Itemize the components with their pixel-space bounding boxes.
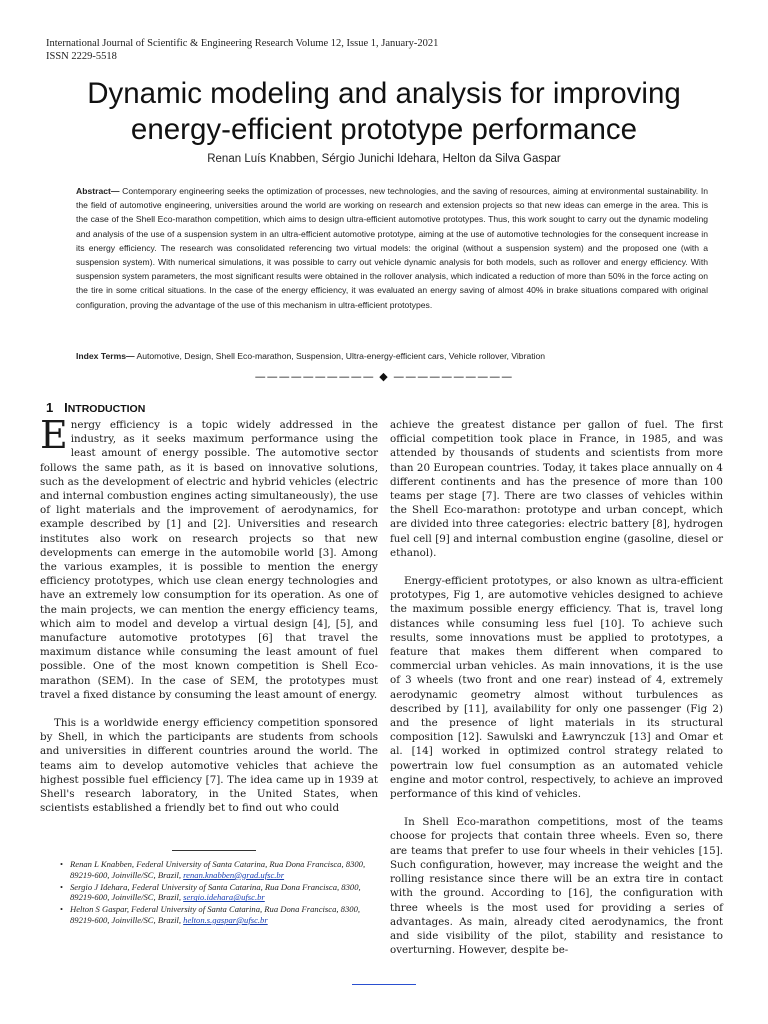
bullet-icon: • [60,859,64,869]
footnote-rule [172,850,256,851]
footnote-item [60,859,378,881]
section-divider: —————————— ◆ —————————— [254,370,514,383]
title-line-1: Dynamic modeling and analysis for improving [87,77,681,110]
title-line-2: energy-efficient prototype performance [130,113,638,146]
abstract-label: Abstract— [76,186,120,196]
footnote-item [60,882,378,904]
page-footer-rule [352,984,416,985]
abstract [76,184,708,312]
footnote-text: Helton S Gaspar, Federal University of Santa Catarina, Rua Dona Francisca, 8300, 89219-600, Joinville/SC, Brazil, [70,904,361,925]
section-number: 1 [46,400,54,415]
paragraph: achieve the greatest distance per gallon of fuel. The first official competition took place in France, in 1985, and was attended by thousands of students and scientists from more than 20 European countries. Today, it takes place annually on 4 different continents and has the presence of more than 100 teams per stage [7]. There are two classes of vehicles within the Shell Eco-marathon: prototype and urban concept, which are divided into three categories: electric battery [8], hydrogen fuel cell [9] and internal combustion engine (gasoline, diesel or ethanol). [390,419,723,559]
author-list: Renan Luís Knabben, Sérgio Junichi Idehara, Helton da Silva Gaspar [207,153,561,165]
index-terms-label: Index Terms— [76,351,135,361]
footnotes [60,859,378,927]
abstract-text: Contemporary engineering seeks the optimization of processes, new technologies, and the saving of resources, aiming at environmental sustainability. In the field of automotive engineering, universities around the world are working on research and extension projects so that new ideas can emerge in the area. This is the case of the Shell Eco-marathon competition, which aims to design ultra-efficient automotive prototypes. Thus, this work sought to carry out the dynamic modeling and analysis of the use of a suspension system in an ultra-efficient automotive prototype, aiming at the use of automotive technologies for the consequent increase in its energy efficiency. The research was consolidated referencing two virtual models: the original (without a suspension system) and the proposed one (with a suspension system). With numerical simulations, it was possible to carry out vehicle dynamic analysis for both models, such as rollover and energy efficiency. With suspension system parameters, the most significant results were obtained in the rollover analysis, which indicated a reduction of more than 50% in the force acting on the tire in some critical situations. In the case of the energy efficiency, it was evaluated an energy saving of almost 40% in brake situations compared with original configuration, proving the advantage of the use of this mechanism in ultra-efficient prototypes. [76,186,708,310]
right-column [390,418,723,957]
email-link[interactable]: renan.knabben@grad.ufsc.br [183,869,285,880]
section-title-rest: NTRODUCTION [67,403,146,415]
paragraph [40,413,378,702]
paper-title [40,76,728,148]
paragraph-text: nergy efficiency is a topic widely addressed in the industry, as it seeks maximum performance using the least amount of energy possible. The automotive sector follows the same path, as it is based on innovative solutions, such as the development of electric and hybrid vehicles (electric and internal combustion engines acting simultaneously), the use of light materials and the improvement of aerodynamics, for example described by [1] and [2]. Universities and research institutes also work on research projects so that new developments can emerge in the automobile world [3]. Among the various examples, it is possible to mention the energy efficiency prototypes, which use clean energy technologies and have an extremely low consumption for its operation. As one of the main projects, we can mention the energy efficiency teams, which aim to model and develop a virtual design [4], [5], and manufacture automotive prototypes [6] that travel the maximum distance while consuming the least amount of fuel possible. One of the most known competition is Shell Eco-marathon (SEM). In the case of SEM, the prototypes must travel a fixed distance by consuming the least amount of energy. [40,419,378,701]
paragraph: In Shell Eco-marathon competitions, most of the teams choose for projects that contain three wheels. Even so, there are teams that prefer to use four wheels in their vehicles [15]. Such configuration, however, may increase the weight and the rolling resistance since there will be an extra tire in contact with the ground. According to [16], the configuration with three wheels is the most used for providing a series of advantages. As main, already cited aerodynamics, the front and side visibility of the pilot, stability and resistance to overturning. However, despite be- [390,816,723,957]
paragraph: Energy-efficient prototypes, or also known as ultra-efficient prototypes, Fig 1, are automotive vehicles designed to achieve the maximum possible energy efficiency. That is, travel long distances while consuming less fuel [10]. To achieve such results, some innovations must be applied to prototypes, a feature that makes them different when compared to commercial urban vehicles. As main innovations, it is the use of 3 wheels (two front and one rear) instead of 4, extremely aerodynamic geometry almost without turbulences as described by [11], availability for only one passenger (Fig 2) and the presence of light materials in its structural composition [12]. Sawulski and Ławrynczuk [13] and Omar et al. [14] worked in optimized control strategy related to powertrain low fuel consumption as an automated vehicle engine and motor control, respectively, to achieve an improved performance of this kind of vehicles. [390,575,723,801]
bullet-icon: • [60,881,64,892]
bullet-icon: • [60,904,64,915]
left-column [40,413,378,815]
section-title-initial: I [64,400,68,415]
index-terms [76,350,708,362]
index-terms-text: Automotive, Design, Shell Eco-marathon, Suspension, Ultra-energy-efficient cars, Vehicle rollover, Vibration [134,351,546,361]
journal-line: International Journal of Scientific & Engineering Research Volume 12, Issue 1, January-2021 [46,38,439,49]
email-link[interactable]: sergio.idehara@ufsc.br [183,892,265,903]
email-link[interactable]: helton.s.gaspar@ufsc.br [183,914,268,925]
paragraph: This is a worldwide energy efficiency competition sponsored by Shell, in which the participants are students from schools and universities in different countries around the world. The teams aim to develop automotive vehicles that achieve the highest possible fuel efficiency [7]. The idea came up in 1939 at Shell's research laboratory, in the United States, when scientists established a friendly bet to find out who could [40,717,378,815]
footnote-text: Renan L Knabben, Federal University of Santa Catarina, Rua Dona Francisca, 8300, 89219-600, Joinville/SC, Brazil, [70,859,366,880]
drop-cap: E [40,413,68,457]
issn-line: ISSN 2229-5518 [46,50,117,62]
footnote-text: Sergio J Idehara, Federal University of Santa Catarina, Rua Dona Francisca, 8300, 89219-600, Joinville/SC, Brazil, [70,881,361,903]
journal-header [46,38,438,63]
footnote-item [60,904,378,926]
